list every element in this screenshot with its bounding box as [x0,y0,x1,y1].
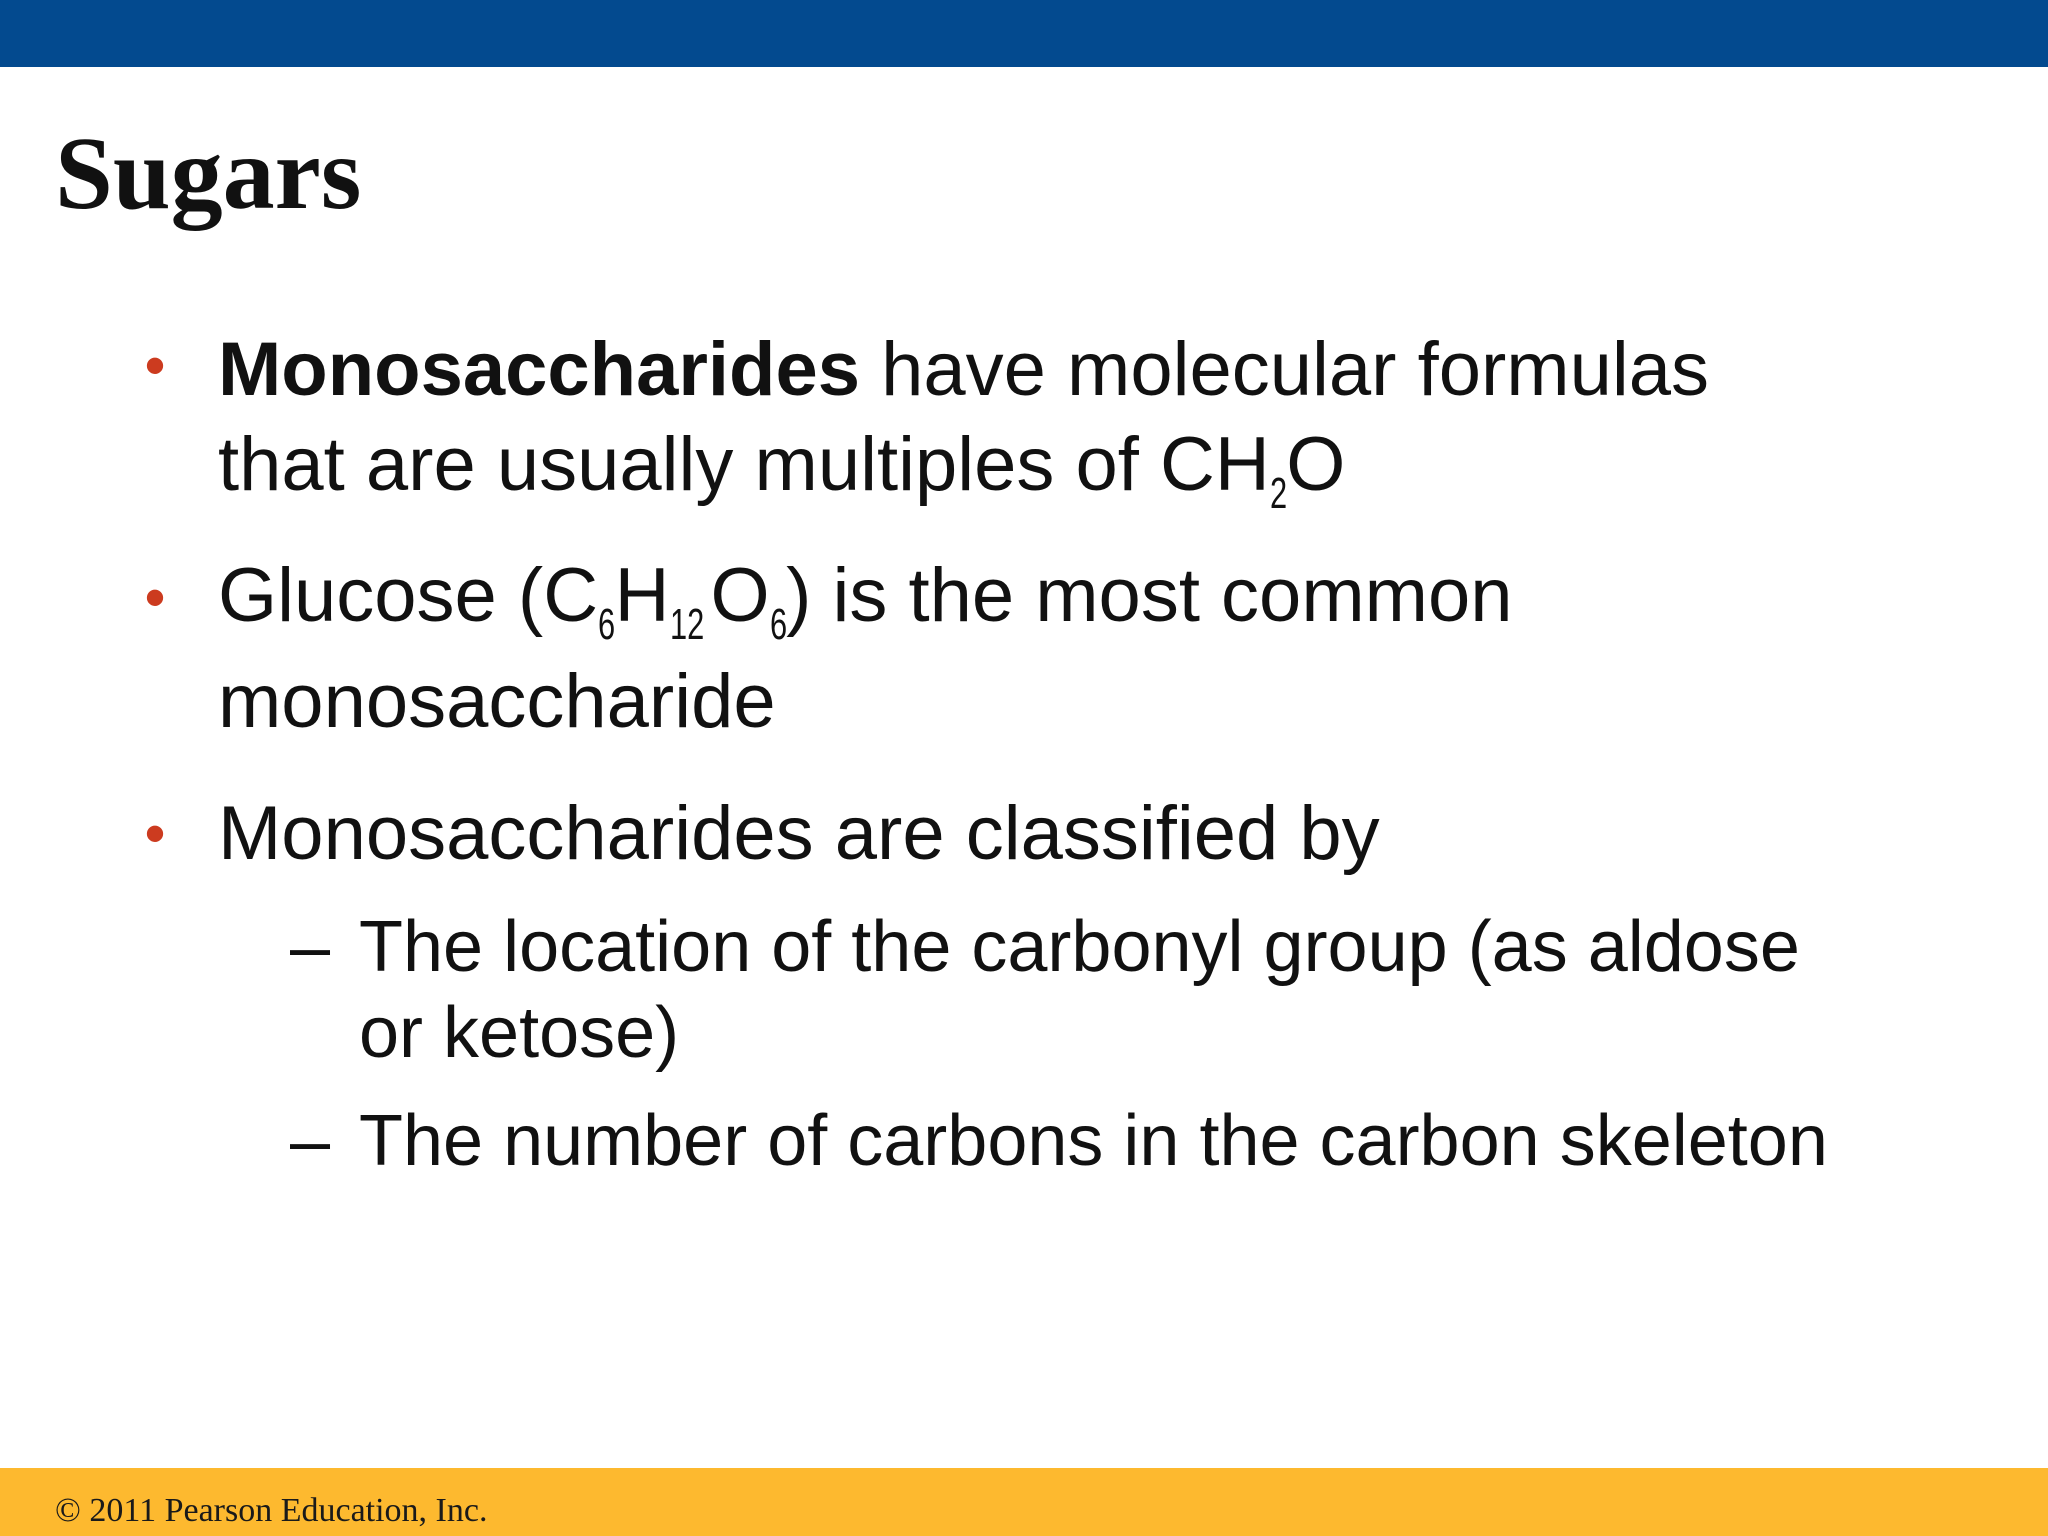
sub-item-carbon-count [359,1098,1919,1184]
bullet-line: Glucose (C6H12O6) is the most common [218,553,1513,649]
bullet-line [218,654,1898,749]
dash-marker: – [290,907,331,987]
sub-item-line: The location of the carbonyl group (as aldose [359,907,1800,987]
bullet-item-monosaccharides [218,322,1898,518]
sub-item-carbonyl-location [359,904,1919,1076]
bullet-marker: • [144,332,166,399]
bullet-line [218,322,1898,417]
dash-marker: – [290,1101,331,1181]
bullet-marker: • [144,800,166,867]
bullet-line: that are usually multiples of CH2O [218,422,1346,518]
bullet-text: O [710,553,770,638]
bullet-text: that are usually multiples of CH [218,422,1270,507]
bullet-text: monosaccharide [218,659,776,744]
bold-term: Monosaccharides [218,327,860,412]
bullet-marker: • [144,564,166,631]
sub-item-line: The number of carbons in the carbon skeleton [359,1101,1828,1181]
bullet-text: H [614,553,670,638]
sub-item-line: or ketose) [359,993,680,1073]
bullet-item-glucose [218,548,1898,749]
bullet-text: Monosaccharides are classified by [218,791,1380,876]
bullet-text: O [1286,422,1346,507]
slide-title: Sugars [55,116,362,231]
bullet-text: Glucose (C [218,553,599,638]
bullet-line [218,786,1898,881]
bullet-text: have molecular formulas [860,327,1710,412]
copyright-notice: © 2011 Pearson Education, Inc. [55,1492,488,1529]
bullet-text: ) is the most common [786,553,1513,638]
bullet-item-classified [218,786,1898,881]
